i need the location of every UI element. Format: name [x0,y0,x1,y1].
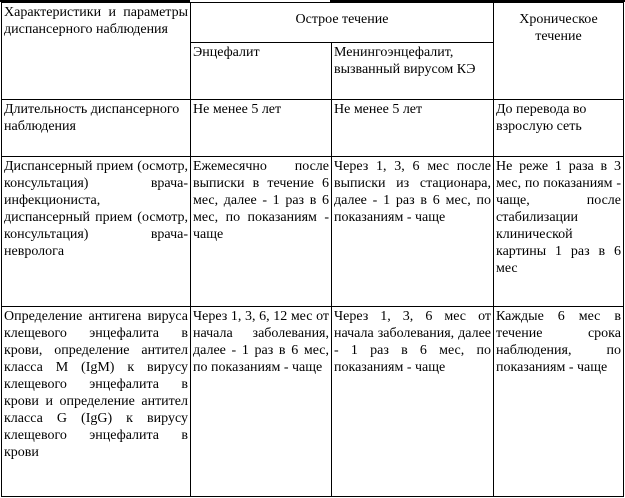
header-chronic-course: Хроническое течение [494,3,624,100]
header-acute-course: Острое течение [191,3,494,43]
header-encephalitis: Энцефалит [191,43,332,100]
table-row [2,157,624,307]
header-meningoencephalitis: Менингоэнцефалит, вызванный вирусом КЭ [332,43,494,100]
row-label: Длительность диспансерного наблюдения [2,100,191,157]
cell-chronic: До перевода во взрослую сеть [494,100,624,157]
header-characteristics: Характеристики и параметры диспансерного наблюдения [2,3,191,100]
cell-meningoencephalitis: Не менее 5 лет [332,100,494,157]
table-row [2,307,624,497]
cell-encephalitis: Через 1, 3, 6, 12 мес от начала заболевания, далее - 1 раз в 6 мес, по показаниям - чаще [191,307,332,497]
cell-meningoencephalitis: Через 1, 3, 6 мес после выписки из стационара, далее - 1 раз в 6 мес, по показаниям - чаще [332,157,494,307]
cell-encephalitis: Ежемесячно после выписки в течение 6 мес, далее - 1 раз в 6 мес, по показаниям - чаще [191,157,332,307]
cell-encephalitis: Не менее 5 лет [191,100,332,157]
dispensary-observation-table [1,2,624,497]
table-row [2,100,624,157]
row-label: Определение антигена вируса клещевого энцефалита в крови, определение антител класса M (IgM) к вирусу клещевого энцефалита в крови и определение антител класса G (IgG) к вирусу клещевого энцефалита в крови [2,307,191,497]
cell-chronic: Каждые 6 мес в течение срока наблюдения, по показаниям - чаще [494,307,624,497]
cell-meningoencephalitis: Через 1, 3, 6 мес от начала заболевания, далее - 1 раз в 6 мес, по показаниям - чаще [332,307,494,497]
cell-chronic: Не реже 1 раза в 3 мес, по показаниям - чаще, после стабилизации клинической картины 1 раз в 6 мес [494,157,624,307]
row-label: Диспансерный прием (осмотр, консультация) врача-инфекциониста, диспансерный прием (осмотр, консультация) врача-невролога [2,157,191,307]
